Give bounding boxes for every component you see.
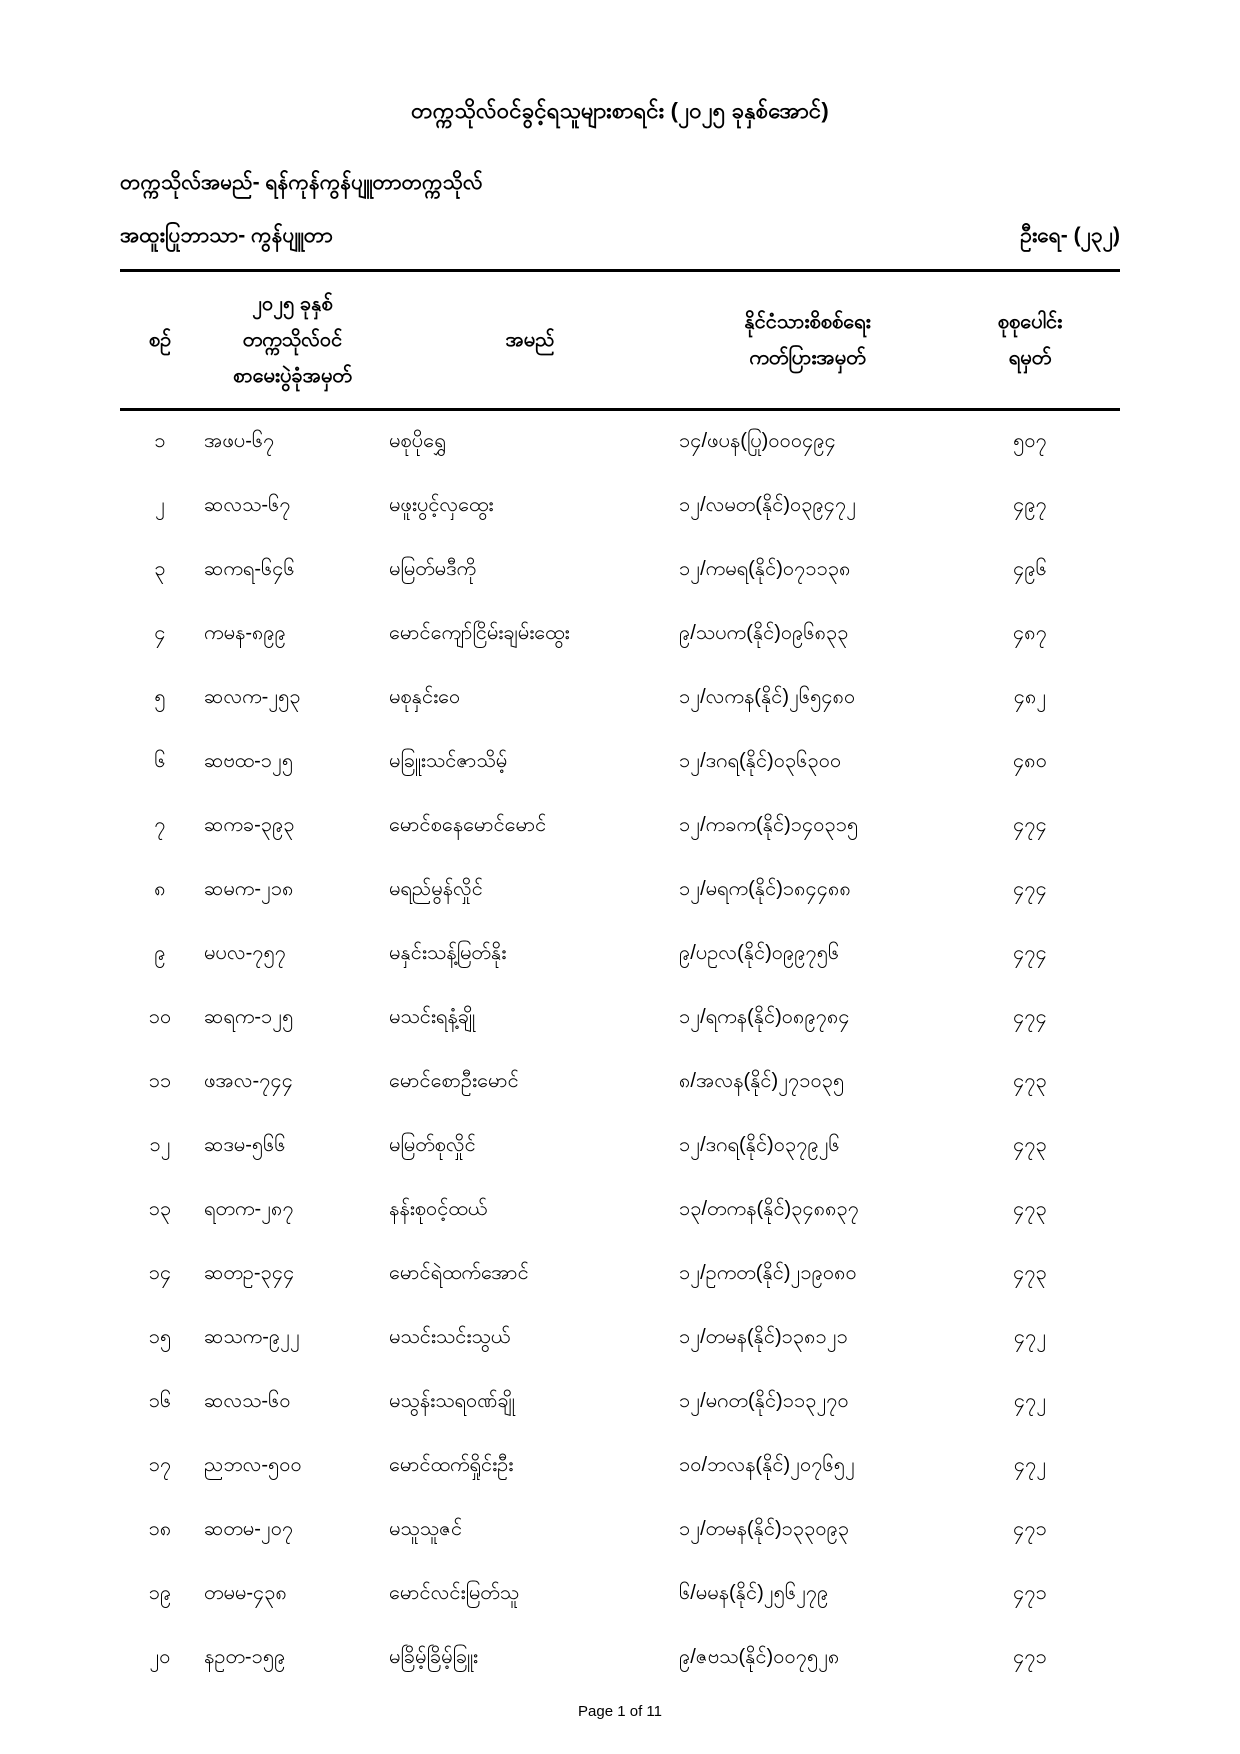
cell-total-marks: ၄၇၂: [1013, 1389, 1047, 1412]
cell-name: မောင်ထက်ရှိုင်းဦး: [389, 1453, 514, 1476]
table-row: [120, 474, 1120, 538]
cell-serial: ၁: [154, 430, 166, 453]
major-label: အထူးပြုဘာသာ- ကွန်ပျူတာ: [120, 224, 333, 247]
cell-serial: ၁၅: [148, 1325, 172, 1348]
cell-roll-number: ဆဒမ-၅၆၆: [204, 1133, 286, 1156]
cell-nrc: ၁၀/ဘလန(နိုင်)၂၀၇၆၅၂: [679, 1453, 855, 1476]
table-row: [120, 538, 1120, 602]
cell-roll-number: ဆတမ-၂၀၇: [204, 1517, 294, 1540]
cell-nrc: ၁၂/ရကန(နိုင်)၀၈၉၇၈၄: [679, 1005, 850, 1028]
admission-table: [120, 269, 1120, 1690]
cell-name: မသင်းသင်းသွယ်: [389, 1325, 511, 1348]
header-serial: စဉ်: [120, 271, 200, 410]
cell-nrc: ၉/ဇဗသ(နိုင်)၀၀၇၅၂၈: [679, 1645, 840, 1668]
cell-total-marks: ၄၈၂: [1013, 685, 1047, 708]
cell-total-marks: ၄၇၃: [1013, 1261, 1047, 1284]
cell-serial: ၂: [155, 493, 165, 516]
cell-serial: ၁၇: [148, 1453, 172, 1476]
cell-roll-number: ဆရက-၁၂၅: [204, 1005, 294, 1028]
cell-nrc: ၁၂/ကမရ(နိုင်)၀၇၁၁၃၈: [679, 557, 851, 580]
cell-serial: ၇: [154, 813, 166, 836]
table-row: [120, 1306, 1120, 1370]
cell-total-marks: ၄၉၆: [1013, 557, 1047, 580]
header-roll-number: ၂၀၂၅ ခုနှစ် တက္ကသိုလ်ဝင် စာမေးပွဲခုံအမှတ်: [200, 271, 385, 410]
cell-name: မသူသူဇင်: [389, 1517, 463, 1540]
university-name-line: တက္ကသိုလ်အမည်- ရန်ကုန်ကွန်ပျူတာတက္ကသိုလ်: [120, 171, 483, 194]
header-nrc: နိုင်ငံသားစိစစ်ရေး ကတ်ပြားအမှတ်: [675, 271, 940, 410]
cell-serial: ၆: [154, 749, 166, 772]
cell-total-marks: ၄၉၇: [1013, 493, 1047, 516]
cell-nrc: ၁၂/ဥကတ(နိုင်)၂၁၉၀၈၀: [679, 1261, 857, 1284]
cell-nrc: ၁၂/တမန(နိုင်)၁၃၃၀၉၃: [679, 1517, 850, 1540]
cell-roll-number: ဆမက-၂၁၈: [204, 877, 294, 900]
cell-name: မသင်းရနံ့ချို: [389, 1005, 476, 1028]
cell-serial: ၁၂: [149, 1133, 171, 1156]
cell-name: မနှင်းသန့်မြတ်နိုး: [389, 941, 507, 964]
cell-roll-number: ဆသက-၉၂၂: [204, 1325, 300, 1348]
cell-name: နန်းစုဝင့်ထယ်: [389, 1197, 488, 1220]
cell-roll-number: ဆတဥ-၃၄၄: [204, 1261, 295, 1284]
cell-name: မောင်စနေမောင်မောင်: [389, 813, 547, 836]
cell-nrc: ၁၄/ဖပန(ပြု)၀၀၀၄၉၄: [679, 430, 836, 453]
cell-total-marks: ၄၇၄: [1013, 1005, 1047, 1028]
page-title: တက္ကသိုလ်ဝင်ခွင့်ရသူများစာရင်း (၂၀၂၅ ခုနှစ်အောင်): [411, 98, 829, 123]
cell-serial: ၈: [154, 877, 166, 900]
cell-name: မခြိမ့်ခြိမ့်ခြူး: [389, 1645, 478, 1668]
cell-roll-number: ဖအလ-၇၄၄: [204, 1069, 293, 1092]
cell-roll-number: ကမန-၈၉၉: [204, 621, 286, 644]
table-header: [120, 271, 1120, 410]
cell-roll-number: နဥတ-၁၅၉: [204, 1645, 286, 1668]
cell-name: မောင်လင်းမြတ်သူ: [389, 1581, 520, 1604]
cell-nrc: ၁၂/ဒဂရ(နိုင်)၀၃၇၉၂၆: [679, 1133, 840, 1156]
cell-serial: ၁၃: [148, 1197, 172, 1220]
cell-name: မောင်ကျော်ငြိမ်းချမ်းထွေး: [389, 621, 570, 644]
cell-name: မသွန်းသရဝဏ်ချို: [389, 1389, 515, 1412]
cell-serial: ၁၁: [148, 1069, 172, 1092]
table-row: [120, 666, 1120, 730]
cell-name: မရည်မွန်လှိုင်: [389, 877, 483, 900]
cell-roll-number: မပလ-၇၅၇: [204, 941, 286, 964]
cell-serial: ၁၀: [148, 1005, 172, 1028]
cell-name: မမြတ်မဒီကို: [389, 557, 477, 580]
cell-roll-number: ဆလသ-၆၇: [204, 493, 291, 516]
table-row: [120, 794, 1120, 858]
table-row: [120, 1114, 1120, 1178]
cell-total-marks: ၄၇၄: [1013, 941, 1047, 964]
table-row: [120, 730, 1120, 794]
cell-nrc: ၁၂/မဂတ(နိုင်)၁၁၃၂၇၀: [679, 1389, 849, 1412]
cell-roll-number: ညဘလ-၅၀၀: [204, 1453, 302, 1476]
cell-total-marks: ၅၀၇: [1013, 430, 1047, 453]
table-row: [120, 410, 1120, 474]
cell-serial: ၁၄: [148, 1261, 172, 1284]
cell-serial: ၉: [154, 941, 166, 964]
table-row: [120, 1562, 1120, 1626]
table-row: [120, 602, 1120, 666]
header-name: အမည်: [385, 271, 675, 410]
table-row: [120, 922, 1120, 986]
cell-roll-number: ဆဗထ-၁၂၅: [204, 749, 294, 772]
cell-roll-number: ဆကခ-၃၉၃: [204, 813, 295, 836]
cell-total-marks: ၄၇၁: [1013, 1645, 1047, 1668]
cell-roll-number: အဖပ-၆၇: [204, 430, 275, 453]
cell-nrc: ၁၂/လမတ(နိုင်)၀၃၉၄၇၂: [679, 493, 857, 516]
cell-serial: ၁၈: [148, 1517, 172, 1540]
cell-total-marks: ၄၇၃: [1013, 1197, 1047, 1220]
cell-roll-number: ဆလက-၂၅၃: [204, 685, 301, 708]
table-row: [120, 1498, 1120, 1562]
table-body: [120, 410, 1120, 1690]
cell-name: မစုပိုရွှေ: [389, 430, 446, 453]
cell-total-marks: ၄၇၃: [1013, 1069, 1047, 1092]
cell-nrc: ၉/ပဥလ(နိုင်)၀၉၉၇၅၆: [679, 941, 840, 964]
cell-nrc: ၁၂/လကန(နိုင်)၂၆၅၄၈၀: [679, 685, 856, 708]
cell-total-marks: ၄၈၇: [1013, 621, 1047, 644]
table-row: [120, 1434, 1120, 1498]
cell-roll-number: ဆကရ-၆၄၆: [204, 557, 295, 580]
cell-nrc: ၁၂/တမန(နိုင်)၁၃၈၁၂၁: [679, 1325, 848, 1348]
cell-serial: ၄: [154, 621, 166, 644]
cell-nrc: ၆/မမန(နိုင်)၂၅၆၂၇၉: [679, 1581, 829, 1604]
cell-total-marks: ၄၇၂: [1013, 1325, 1047, 1348]
cell-nrc: ၁၂/မရက(နိုင်)၁၈၄၄၈၈: [679, 877, 851, 900]
cell-roll-number: တမမ-၄၃၈: [204, 1581, 287, 1604]
cell-nrc: ၉/သပက(နိုင်)၀၉၆၈၃၃: [679, 621, 849, 644]
cell-nrc: ၁၂/ကခက(နိုင်)၁၄၀၃၁၅: [679, 813, 859, 836]
cell-total-marks: ၄၈၀: [1013, 749, 1047, 772]
cell-name: မဖူးပွင့်လှထွေး: [389, 493, 494, 516]
table-row: [120, 1370, 1120, 1434]
page-number-footer: Page 1 of 11: [578, 1703, 662, 1720]
cell-name: မောင်ရဲထက်အောင်: [389, 1261, 529, 1284]
cell-serial: ၅: [154, 685, 166, 708]
cell-nrc: ၈/အလန(နိုင်)၂၇၁၀၃၅: [679, 1069, 845, 1092]
cell-serial: ၃: [154, 557, 166, 580]
cell-total-marks: ၄၇၃: [1013, 1133, 1047, 1156]
cell-total-marks: ၄၇၄: [1013, 877, 1047, 900]
cell-name: မစုနှင်းဝေ: [389, 685, 461, 708]
cell-total-marks: ၄၇၁: [1013, 1581, 1047, 1604]
cell-serial: ၁၉: [148, 1581, 172, 1604]
major-and-count-row: [120, 222, 1120, 253]
cell-name: မောင်စောဦးမောင်: [389, 1069, 519, 1092]
cell-roll-number: ဆလသ-၆၀: [204, 1389, 291, 1412]
cell-nrc: ၁၃/တကန(နိုင်)၃၄၈၈၃၇: [679, 1197, 860, 1220]
table-row: [120, 1050, 1120, 1114]
cell-serial: ၁၆: [148, 1389, 172, 1412]
cell-roll-number: ရတက-၂၈၇: [204, 1197, 294, 1220]
cell-name: မခြူးသင်ဇာသိမ့်: [389, 749, 508, 772]
cell-total-marks: ၄၇၁: [1013, 1517, 1047, 1540]
table-row: [120, 858, 1120, 922]
cell-total-marks: ၄၇၄: [1013, 813, 1047, 836]
header-total-marks: စုစုပေါင်း ရမှတ်: [940, 271, 1120, 410]
cell-serial: ၂၀: [149, 1645, 171, 1668]
table-row: [120, 986, 1120, 1050]
table-row: [120, 1626, 1120, 1690]
cell-total-marks: ၄၇၂: [1013, 1453, 1047, 1476]
cell-name: မမြတ်စုလှိုင်: [389, 1133, 476, 1156]
candidate-count: ဦးရေ- (၂၃၂): [1020, 224, 1120, 247]
table-row: [120, 1178, 1120, 1242]
cell-nrc: ၁၂/ဒဂရ(နိုင်)၀၃၆၃၀၀: [679, 749, 842, 772]
table-row: [120, 1242, 1120, 1306]
